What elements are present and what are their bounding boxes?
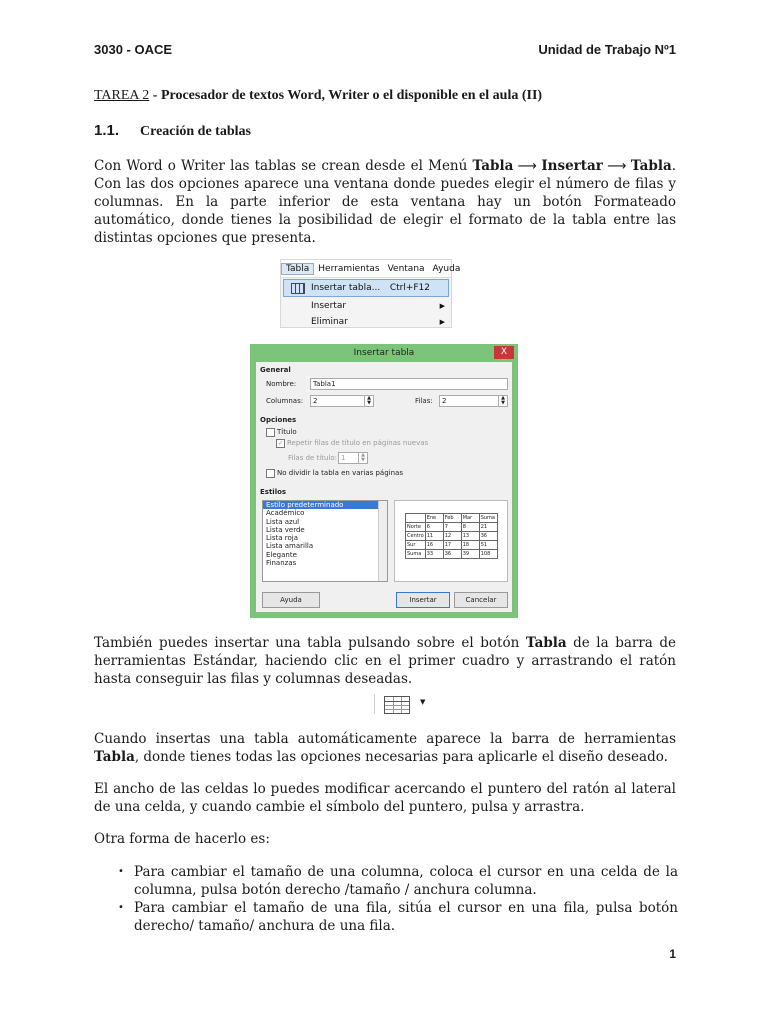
p2-rest: de la barra de herramientas Estándar, haciendo clic en el primer cuadro y arrastrando el ratón hasta conseguir las filas y columnas deseadas.: [94, 635, 676, 687]
nosplit-checkbox[interactable]: [266, 469, 275, 478]
chevron-down-icon[interactable]: ▼: [420, 698, 426, 706]
menu-bar: [281, 260, 461, 278]
list-item: • Para cambiar el tamaño de una columna, coloca el cursor en una celda de la columna, pulsa botón derecho /tamaño / anchura columna.: [118, 863, 678, 899]
shortcut-label: Ctrl+F12: [389, 283, 430, 293]
p3-rest: , donde tienes todas las opciones necesarias para aplicarle el diseño deseado.: [134, 749, 668, 765]
list-item[interactable]: Lista verde: [266, 525, 305, 534]
spinner-icon[interactable]: ▲ ▼: [498, 396, 507, 406]
task-title: [94, 88, 542, 104]
name-input[interactable]: Tabla1: [310, 378, 508, 390]
columns-label: Columnas:: [266, 397, 304, 405]
task-rest: - Procesador de textos Word, Writer o el disponible en el aula (II): [149, 88, 543, 103]
p1-bold-insertar: Insertar: [541, 158, 603, 174]
nosplit-option-label: No dividir la tabla en varias páginas: [277, 469, 403, 477]
list-item[interactable]: Académico: [266, 509, 305, 518]
columns-input[interactable]: 2 ▲ ▼: [310, 395, 374, 407]
menu-tabla[interactable]: Tabla: [281, 263, 314, 275]
menu-ayuda[interactable]: Ayuda: [432, 263, 461, 274]
menu-item-insertar-tabla[interactable]: [283, 279, 449, 297]
paragraph-4: El ancho de las celdas lo puedes modificar acercando el puntero del ratón al lateral de una celda, y cuando cambie el símbolo del puntero, pulsa y arrastra.: [94, 781, 676, 815]
p1-rest: . Con las dos opciones aparece una ventana donde puedes elegir el número de filas y columnas. En la parte inferior de esta ventana hay un botón Formateado automático, donde tienes la posibilidad de elegir el formato de la tabla entre las distintas opciones que presenta.: [94, 158, 676, 246]
menu-item-label: Eliminar: [311, 317, 348, 327]
list-item[interactable]: Estilo predeterminado: [263, 501, 387, 509]
list-item[interactable]: Lista azul: [266, 517, 300, 526]
menu-herramientas[interactable]: Herramientas: [318, 263, 380, 274]
list-item[interactable]: Finanzas: [266, 559, 297, 568]
submenu-arrow-icon: ▶: [439, 318, 445, 326]
section-title: Creación de tablas: [140, 124, 251, 139]
p3-bold: Tabla: [94, 749, 135, 765]
table-toolbar-button[interactable]: [374, 691, 434, 717]
header-right: Unidad de Trabajo Nº1: [538, 42, 676, 57]
menu-ventana[interactable]: Ventana: [387, 263, 425, 274]
task-label: TAREA 2: [94, 88, 150, 103]
repeat-option-label: Repetir filas de título en páginas nuevas: [287, 439, 429, 447]
p1-text: Con Word o Writer las tablas se crean desde el Menú: [94, 158, 473, 174]
p2-bold: Tabla: [525, 635, 567, 651]
section-heading: [94, 122, 251, 140]
style-preview: [394, 500, 508, 582]
cancel-button[interactable]: Cancelar: [454, 592, 508, 608]
styles-label: Estilos: [260, 488, 287, 496]
page-number: 1: [669, 947, 676, 961]
menu-item-label: Insertar tabla...: [311, 283, 381, 293]
menu-item-insertar[interactable]: [281, 298, 451, 314]
p2-text: También puedes insertar una tabla pulsando sobre el botón: [94, 635, 526, 651]
repeat-checkbox[interactable]: ✓: [277, 440, 284, 447]
rows-input[interactable]: 2 ▲ ▼: [439, 395, 508, 407]
dialog-body: [256, 362, 512, 612]
bullet-list: [118, 863, 678, 935]
p1-bold-tabla2: Tabla: [630, 158, 672, 174]
list-item[interactable]: Lista roja: [266, 534, 298, 543]
table-icon: [291, 283, 305, 294]
title-option-label: Título: [277, 428, 297, 436]
header-left: 3030 - OACE: [94, 42, 173, 57]
toolbar-separator: [374, 694, 375, 714]
submenu-arrow-icon: ▶: [439, 302, 445, 310]
section-number: 1.1.: [94, 122, 120, 139]
close-icon[interactable]: X: [494, 346, 514, 359]
paragraph-1: [94, 157, 676, 247]
rows-label: Filas:: [415, 397, 433, 405]
spinner-icon[interactable]: ▲ ▼: [364, 396, 373, 406]
list-item[interactable]: Elegante: [266, 550, 297, 559]
table-grid-icon: [384, 696, 410, 714]
insert-table-dialog: [250, 344, 518, 618]
menu-item-eliminar[interactable]: [281, 314, 451, 330]
spinner-icon[interactable]: ▲ ▼: [358, 453, 367, 463]
scrollbar[interactable]: [378, 501, 387, 581]
menu-screenshot: [280, 259, 461, 328]
help-button[interactable]: Ayuda: [262, 592, 320, 608]
menu-item-label: Insertar: [311, 301, 347, 311]
preview-table: Ene Feb Mar Suma Norte 6 7 8 21 Centro 11 12 13 36 Sur 16 17 18 51 Suma 33 36 39 108: [405, 513, 498, 559]
dialog-title: Insertar tabla X: [250, 344, 518, 362]
list-item: • Para cambiar el tamaño de una fila, sitúa el cursor en una fila, pulsa botón derecho/ tamaño/ anchura de una fila.: [118, 899, 678, 935]
paragraph-5: Otra forma de hacerlo es:: [94, 831, 270, 847]
name-label: Nombre:: [266, 380, 297, 388]
p1-bold-tabla: Tabla: [472, 158, 514, 174]
title-checkbox[interactable]: [266, 428, 275, 437]
options-label: Opciones: [260, 416, 297, 424]
insert-button[interactable]: Insertar: [396, 592, 450, 608]
arrow-right-icon: ⟶: [607, 158, 627, 174]
paragraph-2: [94, 634, 676, 688]
arrow-right-icon: ⟶: [517, 158, 538, 174]
title-rows-label: Filas de título:: [288, 454, 337, 462]
styles-list[interactable]: [262, 500, 388, 582]
paragraph-3: [94, 730, 676, 766]
p3-text: Cuando insertas una tabla automáticamente aparece la barra de herramientas: [94, 731, 676, 747]
title-rows-input[interactable]: 1 ▲ ▼: [338, 452, 368, 464]
list-item[interactable]: Lista amarilla: [266, 542, 314, 551]
general-label: General: [260, 366, 291, 374]
